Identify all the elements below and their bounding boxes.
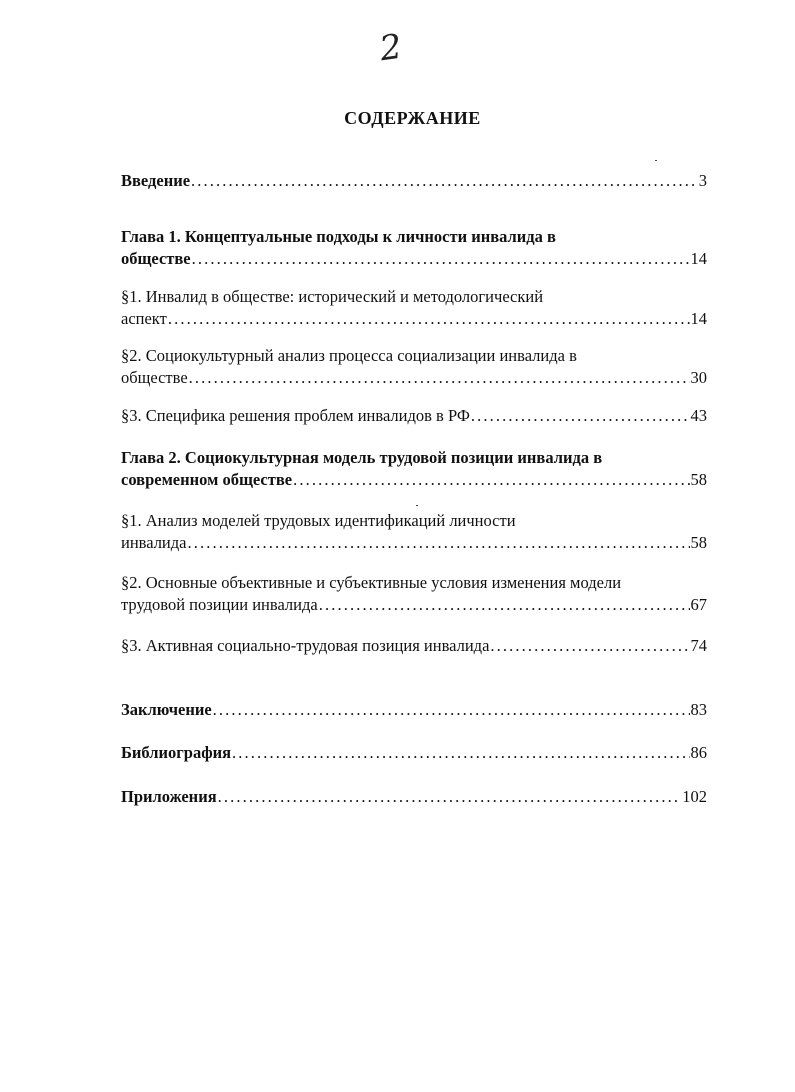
toc-page-number: 58 [690,533,707,552]
toc-entry-title: §1. Анализ моделей трудовых идентификаций личности [121,511,516,530]
toc-page-number: 58 [690,470,707,489]
toc-entry-ch2-section-1[interactable] [121,510,707,554]
toc-entry-title: §3. Специфика решения проблем инвалидов в РФ [121,406,470,425]
scan-speck [655,160,657,161]
dot-leader [168,308,690,330]
toc-entry-title: Библиография [121,743,232,762]
toc-page-number: 67 [690,595,707,614]
toc-entry-title-cont: современном обществе [121,470,293,489]
toc-entry-title: §1. Инвалид в обществе: исторический и методологический [121,287,544,306]
dot-leader [293,469,689,491]
toc-entry-title: §2. Социокультурный анализ процесса социализации инвалида в [121,346,577,365]
toc-page-number: 14 [690,249,707,268]
toc-entry-title-cont: трудовой позиции инвалида [121,595,318,614]
toc-entry-title: Введение [121,171,191,190]
toc-entry-title-cont: инвалида [121,533,187,552]
toc-entry-chapter-2[interactable] [121,447,707,491]
toc-entry-title: §3. Активная социально-трудовая позиция инвалида [121,636,490,655]
toc-entry-ch1-section-1[interactable] [121,286,707,330]
dot-leader [490,635,689,657]
toc-entry-title: Приложения [121,787,217,806]
dot-leader [471,405,690,427]
dot-leader [232,742,689,764]
dot-leader [192,248,690,270]
toc-entry-title-cont: обществе [121,368,188,387]
toc-page-number: 83 [690,700,707,719]
toc-page-number: 74 [690,636,707,655]
scan-speck [416,505,418,506]
toc-entry-intro[interactable] [121,170,707,192]
dot-leader [218,786,682,808]
toc-entry-chapter-1[interactable] [121,226,707,270]
toc-page-number: 102 [682,787,707,806]
toc-entry-title: Заключение [121,700,212,719]
dot-leader [213,699,690,721]
toc-page-number: 3 [698,171,707,190]
toc-page-number: 30 [690,368,707,387]
toc-entry-appendix[interactable] [121,786,707,808]
toc-entry-ch1-section-3[interactable] [121,405,707,427]
dot-leader [191,170,698,192]
toc-page-number: 14 [690,309,707,328]
page-title: СОДЕРЖАНИЕ [344,108,481,128]
toc-entry-title-cont: аспект [121,309,167,328]
dot-leader [189,367,690,389]
toc-entry-title: Глава 1. Концептуальные подходы к личности инвалида в [121,227,556,246]
dot-leader [187,532,689,554]
handwritten-page-number: 2 [377,26,405,70]
toc-entry-ch1-section-2[interactable] [121,345,707,389]
toc-entry-conclusion[interactable] [121,699,707,721]
toc-entry-title: §2. Основные объективные и субъективные условия изменения модели [121,573,622,592]
toc-entry-title: Глава 2. Социокультурная модель трудовой позиции инвалида в [121,448,603,467]
toc-entry-ch2-section-3[interactable] [121,635,707,657]
dot-leader [319,594,690,616]
toc-entry-title-cont: обществе [121,249,191,268]
toc-page-number: 86 [690,743,707,762]
toc-page-number: 43 [690,406,707,425]
toc-entry-bibliography[interactable] [121,742,707,764]
toc-entry-ch2-section-2[interactable] [121,572,707,616]
